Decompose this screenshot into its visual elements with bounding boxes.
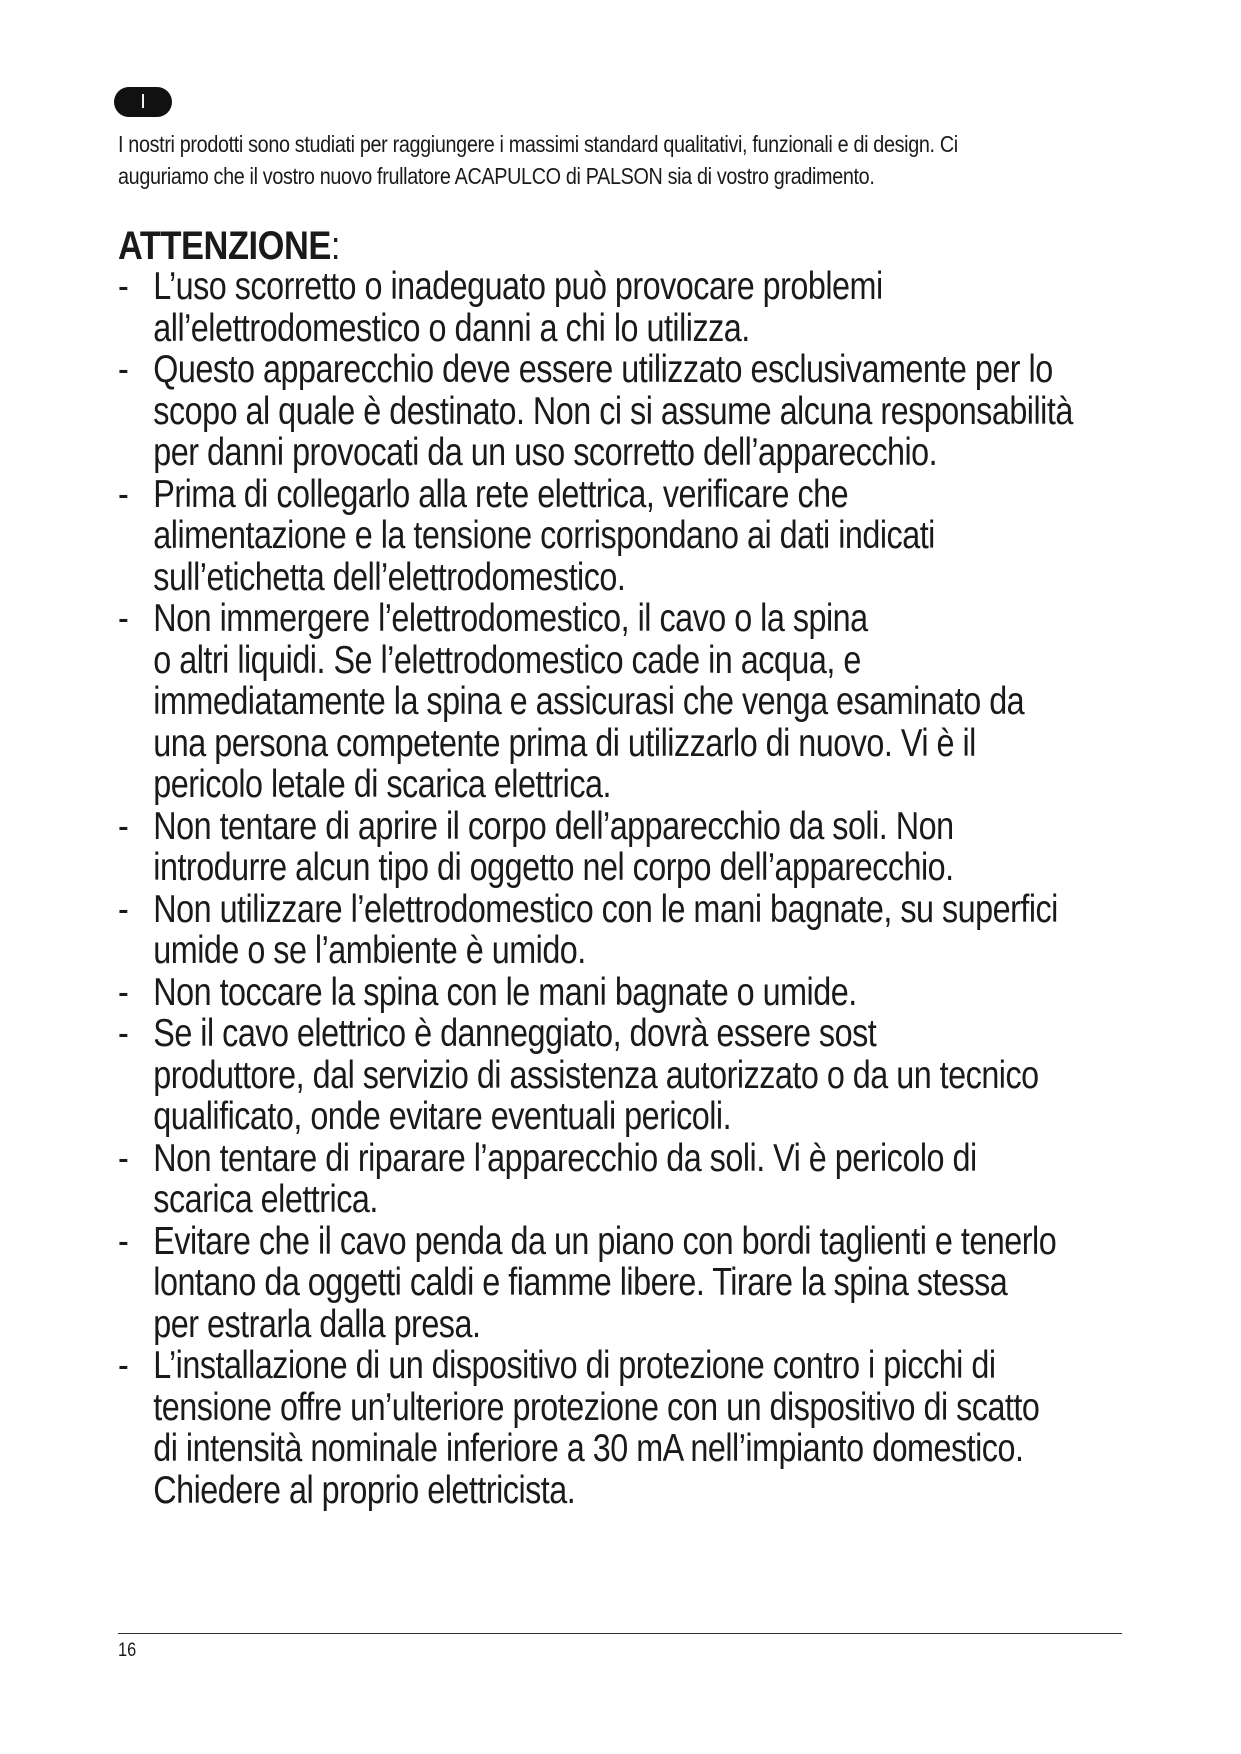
warning-item-line: Questo apparecchio deve essere utilizzato esclusivamente per lo: [153, 348, 1053, 391]
warning-item-line: introdurre alcun tipo di oggetto nel corpo dell’apparecchio.: [153, 846, 954, 889]
warning-item: [118, 1221, 1202, 1346]
warning-item-text: [153, 1013, 1201, 1138]
warning-item: [118, 598, 1202, 806]
warning-item-line: alimentazione e la tensione corrispondano ai dati indicati: [153, 514, 935, 557]
warning-item-line: lontano da oggetti caldi e fiamme libere. Tirare la spina stessa: [153, 1261, 1008, 1304]
warning-item-line: qualificato, onde evitare eventuali pericoli.: [153, 1095, 732, 1138]
page-number: 16: [118, 1640, 137, 1661]
warning-item-line: scopo al quale è destinato. Non ci si assume alcuna responsabilità: [153, 389, 1073, 433]
warning-item-line: per estrarla dalla presa.: [153, 1302, 481, 1346]
warning-item-line: Non tentare di riparare l’apparecchio da soli. Vi è pericolo di: [153, 1136, 977, 1180]
warning-item-text: [153, 266, 1201, 349]
warning-item: [118, 1345, 1202, 1511]
warning-list: [118, 266, 1202, 1511]
warning-item-line: produttore, dal servizio di assistenza autorizzato o da un tecnico: [153, 1053, 1039, 1097]
warning-item: [118, 474, 1202, 599]
warning-item: [118, 1013, 1202, 1138]
warning-item-text: [153, 598, 1201, 806]
warning-item: [118, 349, 1202, 474]
warning-item-text: [153, 972, 1201, 1014]
warning-item-line: Non toccare la spina con le mani bagnate o umide.: [153, 970, 857, 1014]
bullet-dash: -: [118, 1136, 129, 1180]
bullet-dash: -: [118, 597, 129, 640]
warning-item-line: immediatamente la spina e assicurasi che venga esaminato da: [153, 680, 1025, 723]
intro-line: auguriamo che il vostro nuovo frullatore ACAPULCO di PALSON sia di vostro gradimento.: [118, 163, 875, 189]
warning-item-text: [153, 1221, 1201, 1346]
intro-paragraph: [118, 128, 1116, 192]
warning-heading-title: ATTENZIONE: [118, 224, 331, 268]
warning-item-line: umide o se l’ambiente è umido.: [153, 929, 586, 972]
warning-item-line: Evitare che il cavo penda da un piano con bordi taglienti e tenerlo: [153, 1219, 1057, 1263]
warning-heading: [118, 222, 340, 270]
bullet-dash: -: [118, 1219, 129, 1263]
warning-item-line: di intensità nominale inferiore a 30 mA nell’impianto domestico.: [153, 1427, 1024, 1470]
warning-item-line: L’uso scorretto o inadeguato può provocare problemi: [153, 265, 883, 308]
warning-item: [118, 972, 1202, 1014]
warning-item-line: Non tentare di aprire il corpo dell’apparecchio da soli. Non: [153, 804, 954, 848]
warning-item-text: [153, 474, 1201, 599]
bullet-dash: -: [118, 887, 129, 931]
warning-item-text: [153, 889, 1201, 972]
warning-item-line: all’elettrodomestico o danni a chi lo utilizza.: [153, 306, 750, 350]
footer-divider: [118, 1633, 1122, 1634]
bullet-dash: -: [118, 1012, 129, 1055]
warning-item-line: o altri liquidi. Se l’elettrodomestico cade in acqua, e: [153, 638, 861, 682]
warning-item-line: sull’etichetta dell’elettrodomestico.: [153, 555, 626, 599]
bullet-dash: -: [118, 1344, 129, 1387]
intro-line: I nostri prodotti sono studiati per raggiungere i massimi standard qualitativi, funzionali e di design. Ci: [118, 131, 958, 157]
warning-item-text: [153, 806, 1201, 889]
warning-item: [118, 806, 1202, 889]
warning-item-line: Se il cavo elettrico è danneggiato, dovrà essere sost: [153, 1012, 877, 1055]
warning-item-line: Non utilizzare l’elettrodomestico con le mani bagnate, su superfici: [153, 887, 1058, 931]
warning-item-line: Chiedere al proprio elettricista.: [153, 1468, 576, 1512]
warning-item-text: [153, 1138, 1201, 1221]
warning-item-line: Prima di collegarlo alla rete elettrica, verificare che: [153, 472, 849, 516]
warning-item-line: L’installazione di un dispositivo di protezione contro i picchi di: [153, 1344, 996, 1387]
warning-item-line: tensione offre un’ulteriore protezione con un dispositivo di scatto: [153, 1385, 1040, 1429]
warning-item-line: scarica elettrica.: [153, 1178, 378, 1221]
warning-item: [118, 266, 1202, 349]
warning-heading-colon: :: [330, 224, 341, 268]
bullet-dash: -: [118, 472, 129, 516]
warning-item: [118, 889, 1202, 972]
bullet-dash: -: [118, 265, 129, 308]
bullet-dash: -: [118, 804, 129, 848]
warning-item-text: [153, 1345, 1201, 1511]
warning-item: [118, 1138, 1202, 1221]
warning-item-text: [153, 349, 1201, 474]
warning-item-line: per danni provocati da un uso scorretto dell’apparecchio.: [153, 431, 938, 474]
warning-item-line: Non immergere l’elettrodomestico, il cavo o la spina: [153, 597, 868, 640]
bullet-dash: -: [118, 970, 129, 1014]
bullet-dash: -: [118, 348, 129, 391]
warning-item-line: pericolo letale di scarica elettrica.: [153, 763, 611, 806]
warning-item-line: una persona competente prima di utilizzarlo di nuovo. Vi è il: [153, 721, 976, 765]
language-badge: I: [114, 87, 172, 117]
